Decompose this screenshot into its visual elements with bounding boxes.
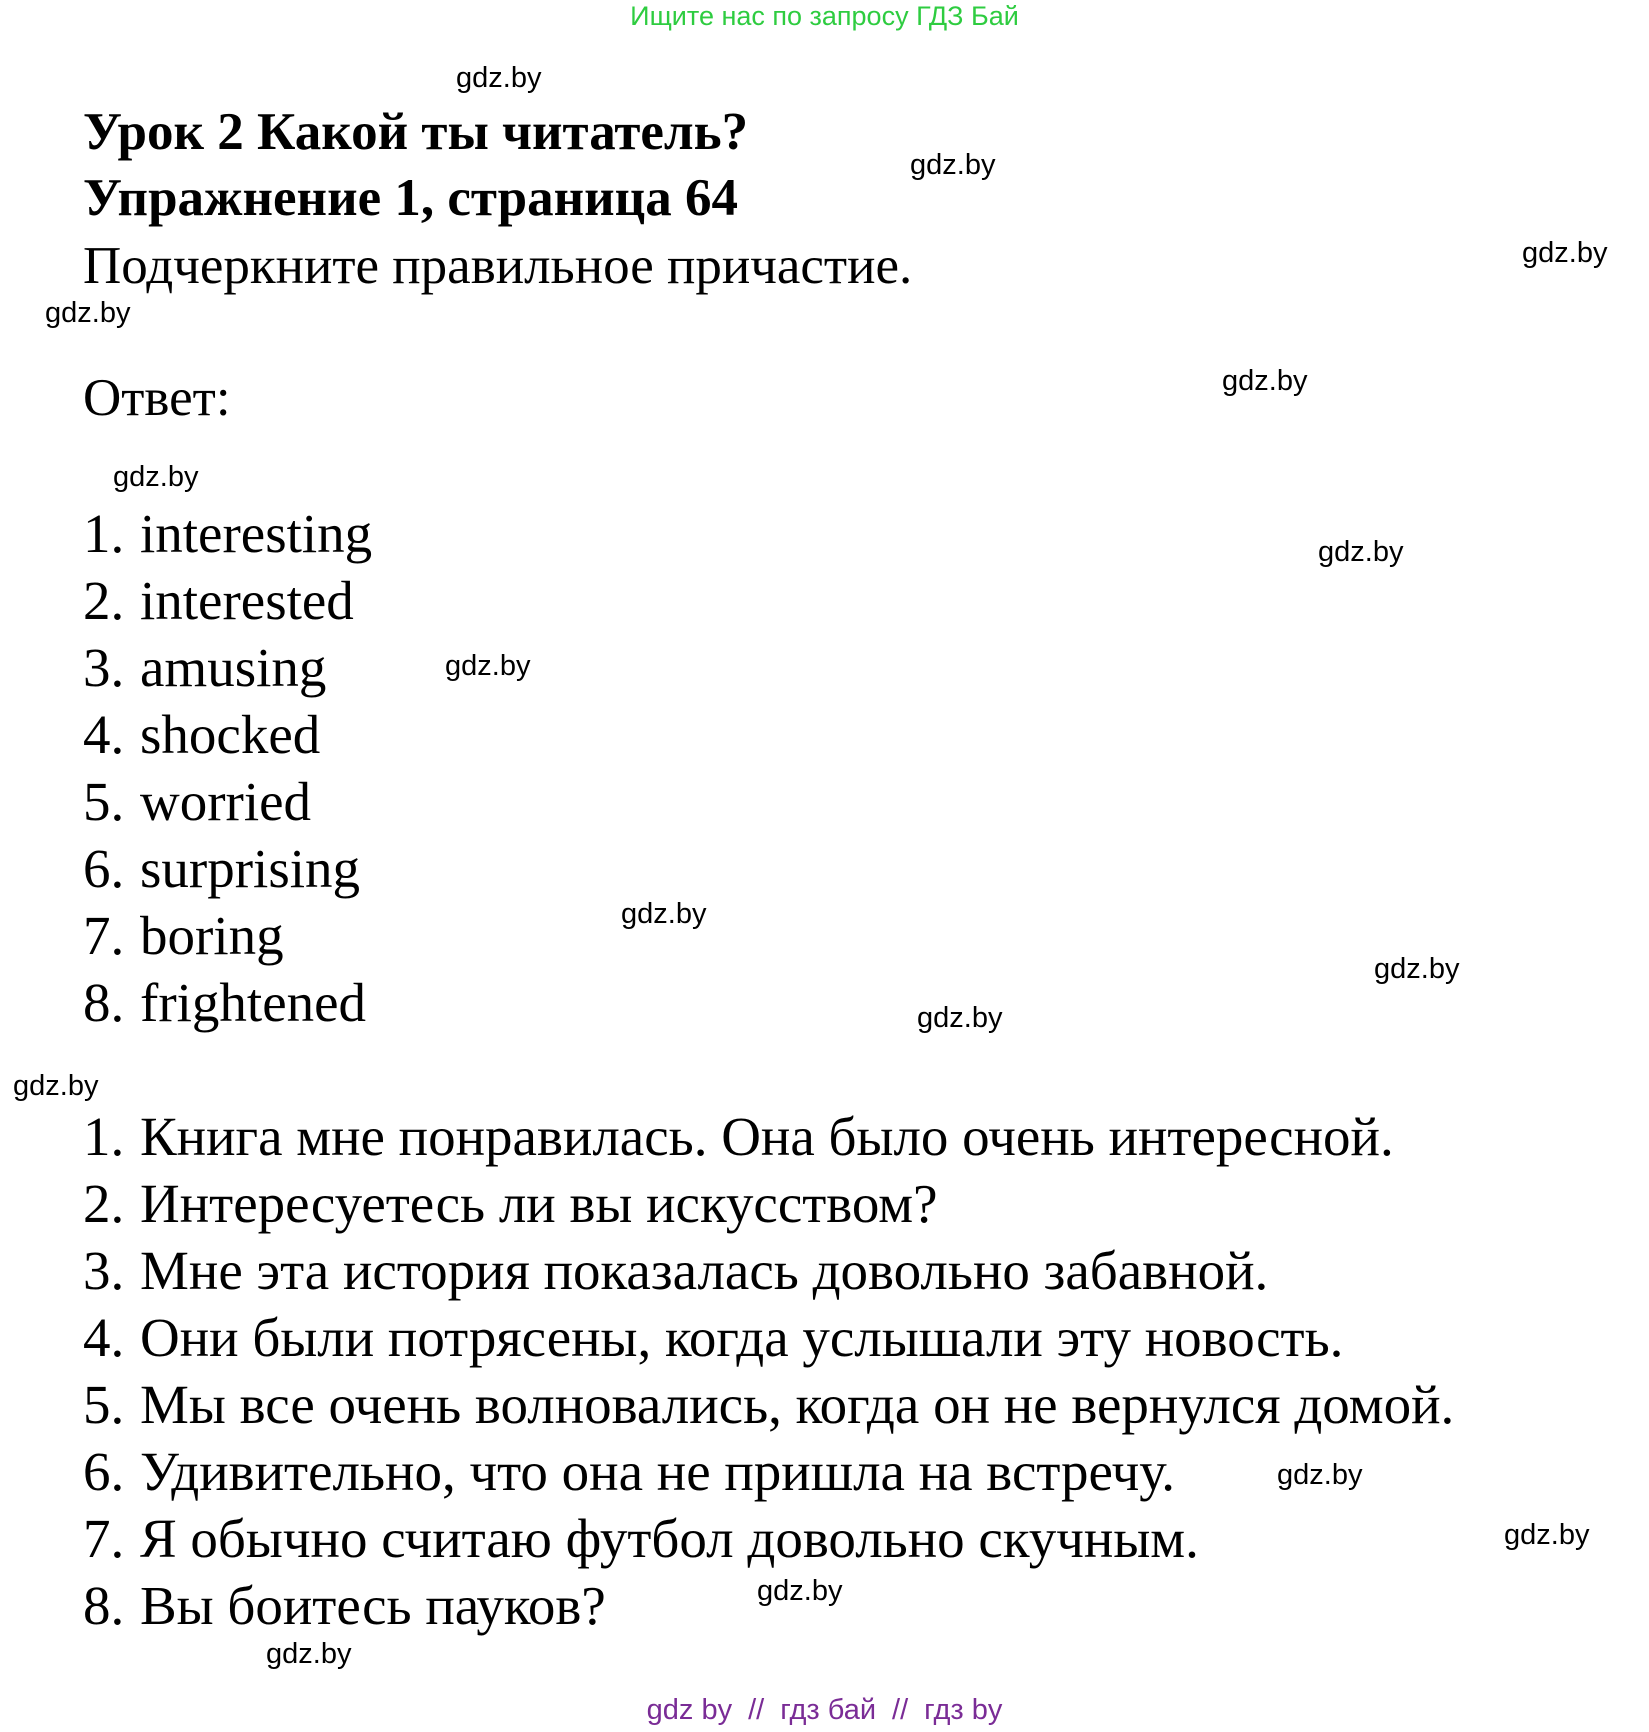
watermark: gdz.by	[45, 297, 131, 329]
list-item	[83, 567, 372, 634]
watermark: gdz.by	[621, 898, 707, 930]
item-number: 3.	[83, 637, 125, 698]
footer-banner	[0, 1693, 1649, 1727]
list-item	[83, 1103, 1454, 1170]
item-number: 3.	[83, 1240, 125, 1301]
item-text: Они были потрясены, когда услышали эту новость.	[140, 1307, 1344, 1368]
watermark: gdz.by	[445, 650, 531, 682]
watermark: gdz.by	[1277, 1459, 1363, 1491]
watermark: gdz.by	[1504, 1519, 1590, 1551]
item-text: worried	[140, 771, 312, 832]
list-item	[83, 768, 372, 835]
list-item	[83, 1371, 1454, 1438]
item-text: shocked	[140, 704, 321, 765]
item-number: 6.	[83, 838, 125, 899]
list-item	[83, 902, 372, 969]
watermark: gdz.by	[757, 1575, 843, 1607]
item-text: Книга мне понравилась. Она было очень интересной.	[140, 1106, 1394, 1167]
footer-link[interactable]: гдз бай	[780, 1694, 877, 1726]
answers-russian-list	[83, 1103, 1454, 1639]
item-text: Вы боитесь пауков?	[140, 1575, 606, 1636]
watermark: gdz.by	[1522, 237, 1608, 269]
watermark: gdz.by	[456, 62, 542, 94]
watermark: gdz.by	[1222, 365, 1308, 397]
list-item	[83, 1237, 1454, 1304]
watermark: gdz.by	[266, 1638, 352, 1670]
item-number: 5.	[83, 1374, 125, 1435]
item-number: 7.	[83, 1508, 125, 1569]
lesson-title: Урок 2 Какой ты читатель?	[83, 103, 749, 161]
watermark: gdz.by	[13, 1070, 99, 1102]
answers-english-list	[83, 500, 372, 1036]
item-number: 8.	[83, 972, 125, 1033]
exercise-title: Упражнение 1, страница 64	[83, 169, 738, 227]
item-text: Мне эта история показалась довольно забавной.	[140, 1240, 1269, 1301]
watermark: gdz.by	[113, 461, 199, 493]
watermark: gdz.by	[910, 149, 996, 181]
top-banner: Ищите нас по запросу ГДЗ Бай	[630, 1, 1019, 31]
item-number: 5.	[83, 771, 125, 832]
item-number: 4.	[83, 704, 125, 765]
item-text: Мы все очень волновались, когда он не вернулся домой.	[140, 1374, 1455, 1435]
list-item	[83, 969, 372, 1036]
watermark: gdz.by	[1374, 953, 1460, 985]
item-number: 2.	[83, 570, 125, 631]
list-item	[83, 500, 372, 567]
footer-link[interactable]: gdz by	[646, 1694, 733, 1726]
watermark: gdz.by	[917, 1002, 1003, 1034]
list-item	[83, 701, 372, 768]
item-text: amusing	[140, 637, 327, 698]
list-item	[83, 634, 372, 701]
footer-link[interactable]: гдз by	[924, 1694, 1003, 1726]
item-text: boring	[140, 905, 284, 966]
list-item	[83, 1170, 1454, 1237]
list-item	[83, 1304, 1454, 1371]
item-number: 6.	[83, 1441, 125, 1502]
item-text: interesting	[140, 503, 373, 564]
item-number: 1.	[83, 1106, 125, 1167]
item-text: surprising	[140, 838, 360, 899]
answer-label: Ответ:	[83, 369, 231, 427]
item-number: 7.	[83, 905, 125, 966]
list-item	[83, 835, 372, 902]
item-text: Интересуетесь ли вы искусством?	[140, 1173, 938, 1234]
footer-separator: //	[748, 1694, 765, 1726]
item-text: frightened	[140, 972, 367, 1033]
item-number: 1.	[83, 503, 125, 564]
instruction-text: Подчеркните правильное причастие.	[83, 237, 913, 295]
item-text: interested	[140, 570, 354, 631]
item-number: 2.	[83, 1173, 125, 1234]
item-number: 4.	[83, 1307, 125, 1368]
list-item	[83, 1505, 1454, 1572]
item-number: 8.	[83, 1575, 125, 1636]
watermark: gdz.by	[1318, 536, 1404, 568]
item-text: Я обычно считаю футбол довольно скучным.	[140, 1508, 1199, 1569]
footer-separator: //	[892, 1694, 909, 1726]
list-item	[83, 1438, 1454, 1505]
item-text: Удивительно, что она не пришла на встречу.	[140, 1441, 1176, 1502]
